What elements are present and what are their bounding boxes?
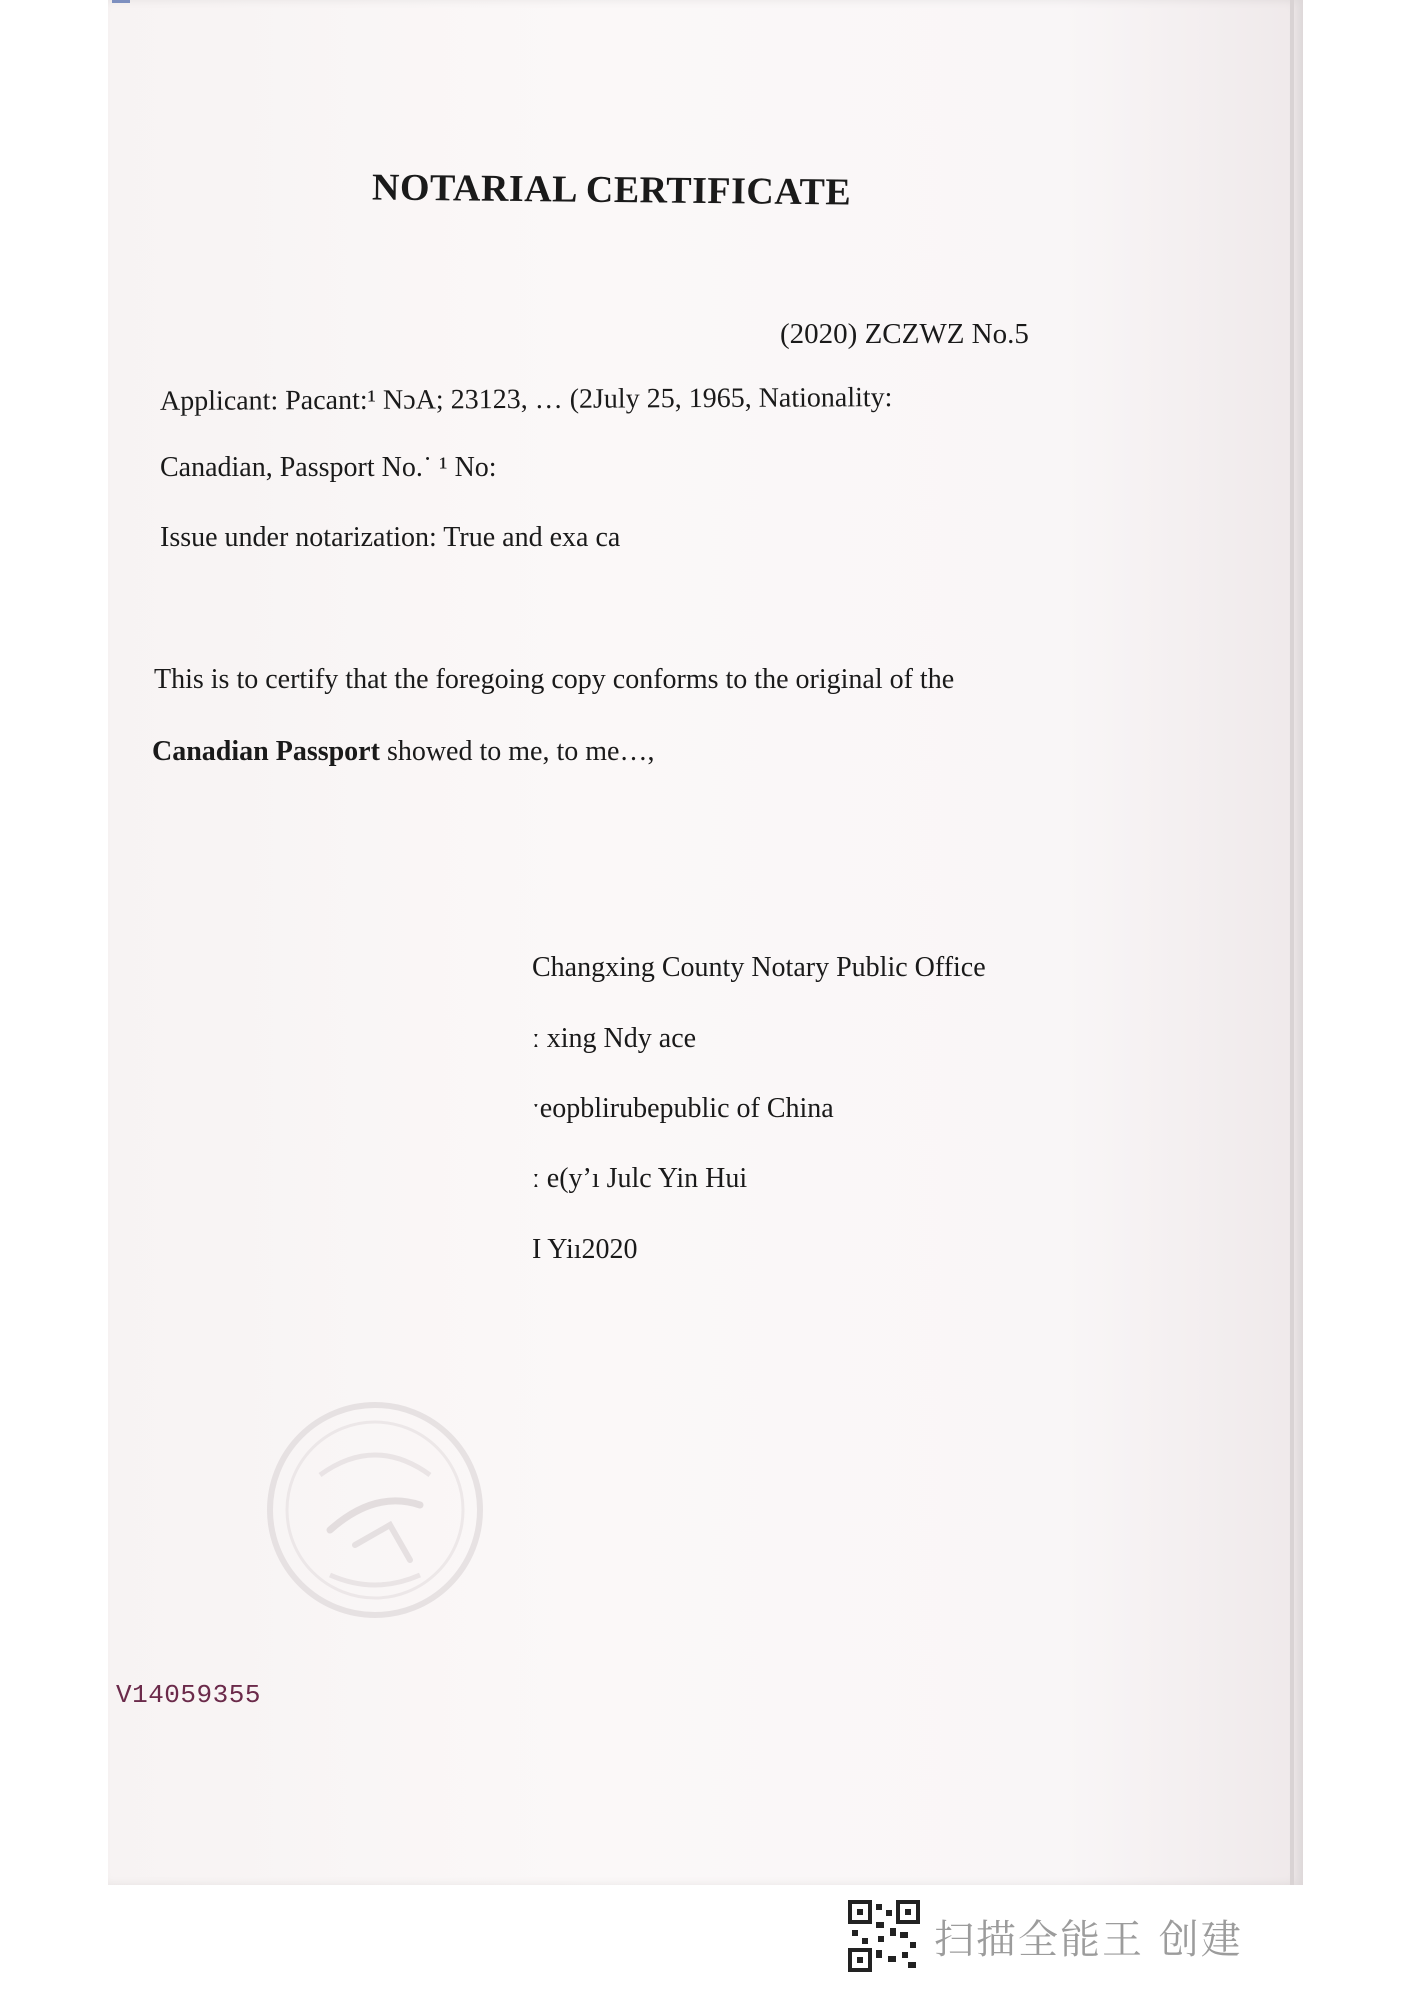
applicant-line: Applicant: Pacant:¹ NɔA; 23123, … (2July 25, 1965, Nationality: bbox=[159, 382, 893, 417]
passport-line: Canadian, Passport No.˙ ¹ No: bbox=[160, 452, 497, 483]
notary-office-short: ː xing Ndy ace bbox=[532, 1023, 697, 1054]
certify-statement-continued bbox=[152, 736, 654, 768]
reference-number: (2020) ZCZWZ No.5 bbox=[780, 318, 1029, 350]
notary-name-line: ː e(yʼı Julc Yin Hui bbox=[532, 1163, 748, 1194]
page-edge bbox=[1290, 0, 1294, 1885]
issue-line: Issue under notarization: True and exa ca bbox=[160, 522, 621, 553]
embossed-seal bbox=[260, 1395, 490, 1625]
certify-rest: showed to me, to me…, bbox=[379, 736, 655, 767]
notary-office-name: Changxing County Notary Public Office bbox=[532, 952, 986, 983]
scanner-brand-watermark: 扫描全能王 创建 bbox=[934, 1917, 1243, 1963]
passport-type-bold: Canadian Passport bbox=[152, 736, 380, 767]
scan-edge-mark bbox=[112, 0, 130, 3]
qr-code-icon bbox=[848, 1900, 920, 1972]
serial-number: V14059355 bbox=[116, 1680, 261, 1710]
document-title: NOTARIAL CERTIFICATE bbox=[371, 166, 852, 214]
certify-statement: This is to certify that the foregoing copy conforms to the original of the bbox=[154, 664, 955, 695]
date-line: I Yiı2020 bbox=[532, 1234, 638, 1265]
country-line: ˑeopblirubepublic of China bbox=[532, 1093, 834, 1124]
